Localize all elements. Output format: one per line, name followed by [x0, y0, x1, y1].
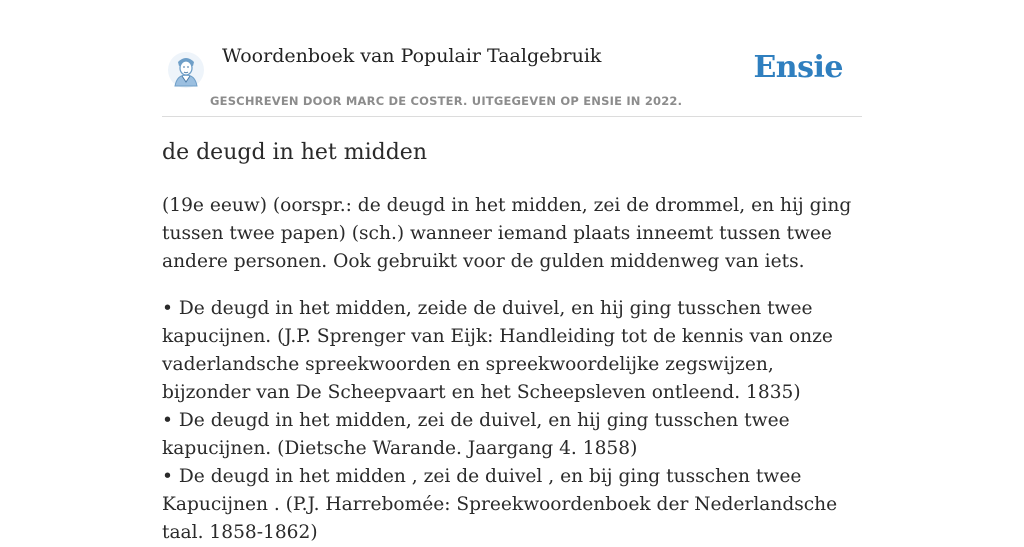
quote-item: • De deugd in het midden, zei de duivel, en hij ging tusschen twee kapucijnen. (Dietsche Warande. Jaargang 4. 1858) [162, 410, 790, 459]
entry-title: de deugd in het midden [162, 140, 427, 165]
byline: GESCHREVEN DOOR MARC DE COSTER. UITGEGEVEN OP ENSIE IN 2022. [210, 94, 683, 108]
book-title[interactable]: Woordenboek van Populair Taalgebruik [222, 45, 602, 67]
quote-item: • De deugd in het midden , zei de duivel , en bij ging tusschen twee Kapucijnen . (P.J. Harrebomée: Spreekwoordenboek der Nederlandsche taal. 1858-1862) [162, 466, 838, 543]
quotes-list [162, 295, 866, 547]
ensie-logo[interactable]: Ensie [753, 50, 843, 85]
quote-item: • De deugd in het midden, zeide de duivel, en hij ging tusschen twee kapucijnen. (J.P. Sprenger van Eijk: Handleiding tot de kennis van onze vaderlandsche spreekwoorden en spreekwoordelijke zegswijzen, bijzonder van De Scheepvaart en het Scheepsleven ontleend. 1835) [162, 298, 833, 403]
site-header [162, 0, 862, 117]
entry-definition: (19e eeuw) (oorspr.: de deugd in het midden, zei de drommel, en hij ging tussen twee papen) (sch.) wanneer iemand plaats inneemt tussen twee andere personen. Ook gebruikt voor de gulden middenweg van iets. [162, 195, 852, 272]
author-portrait-icon[interactable] [166, 50, 206, 90]
